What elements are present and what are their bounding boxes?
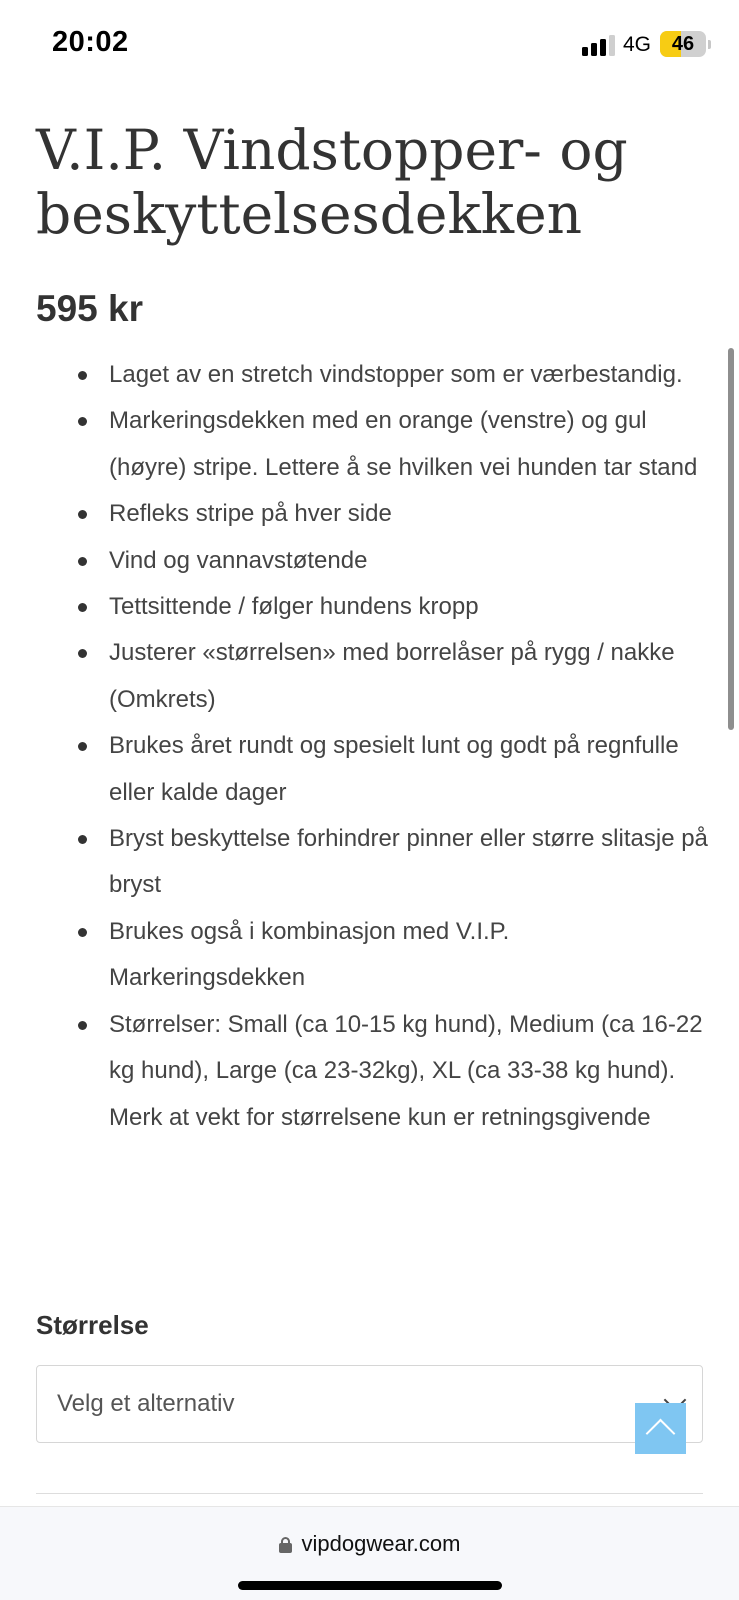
list-item	[78, 723, 708, 816]
scroll-to-top-button[interactable]	[635, 1403, 686, 1454]
list-item	[78, 816, 708, 909]
bullet-icon	[78, 928, 87, 937]
size-select[interactable]	[36, 1365, 703, 1443]
bullet-icon	[78, 371, 87, 380]
feature-text: Justerer «størrelsen» med borrelåser på rygg / nakke (Omkrets)	[109, 639, 675, 713]
bullet-icon	[78, 742, 87, 751]
feature-text: Brukes også i kombinasjon med V.I.P. Markeringsdekken	[109, 917, 510, 992]
bullet-icon	[78, 1021, 87, 1030]
bullet-icon	[78, 835, 87, 844]
battery-icon	[660, 31, 706, 57]
bullet-icon	[78, 557, 87, 566]
bullet-icon	[78, 603, 87, 612]
status-time: 20:02	[52, 26, 129, 58]
divider	[36, 1493, 703, 1494]
list-item	[78, 630, 708, 723]
arrow-up-icon	[646, 1419, 676, 1449]
home-indicator[interactable]	[238, 1581, 502, 1590]
list-item	[78, 1002, 708, 1141]
list-item	[78, 909, 708, 1002]
bullet-icon	[78, 649, 87, 658]
feature-list	[78, 352, 708, 1141]
address-text: vipdogwear.com	[301, 1531, 461, 1556]
status-bar	[0, 0, 739, 90]
feature-text: Tettsittende / følger hundens kropp	[109, 593, 479, 621]
list-item	[78, 584, 708, 630]
feature-text: Markeringsdekken med en orange (venstre) og gul (høyre) stripe. Lettere å se hvilken vei hunden tar stand	[109, 407, 698, 481]
product-title: V.I.P. Vindstopper- og beskyttelsesdekken	[36, 118, 628, 246]
battery-percent: 46	[671, 33, 695, 55]
list-item	[78, 352, 708, 398]
list-item	[78, 398, 708, 491]
feature-text: Størrelser: Small (ca 10-15 kg hund), Medium (ca 16-22 kg hund), Large (ca 23-32kg), XL (ca 33-38 kg hund). Merk at vekt for størrelsene kun er retningsgivende	[109, 1010, 703, 1131]
bullet-icon	[78, 510, 87, 519]
browser-bottom-bar	[0, 1506, 739, 1600]
address-bar[interactable]	[0, 1531, 739, 1557]
size-label: Størrelse	[36, 1310, 149, 1340]
feature-text: Vind og vannavstøtende	[109, 546, 368, 574]
scrollbar[interactable]	[728, 348, 734, 730]
product-price: 595 kr	[36, 288, 143, 329]
feature-text: Brukes året rundt og spesielt lunt og godt på regnfulle eller kalde dager	[109, 732, 679, 806]
feature-text: Laget av en stretch vindstopper som er værbestandig.	[109, 361, 683, 388]
bullet-icon	[78, 417, 87, 426]
list-item	[78, 538, 708, 584]
lock-icon	[279, 1537, 292, 1552]
network-label: 4G	[623, 33, 652, 56]
size-select-value: Velg et alternativ	[57, 1390, 235, 1417]
feature-text: Bryst beskyttelse forhindrer pinner eller større slitasje på bryst	[109, 825, 708, 899]
list-item	[78, 491, 708, 537]
feature-text: Refleks stripe på hver side	[109, 500, 392, 528]
battery-cap	[708, 40, 711, 49]
signal-icon	[582, 34, 616, 56]
